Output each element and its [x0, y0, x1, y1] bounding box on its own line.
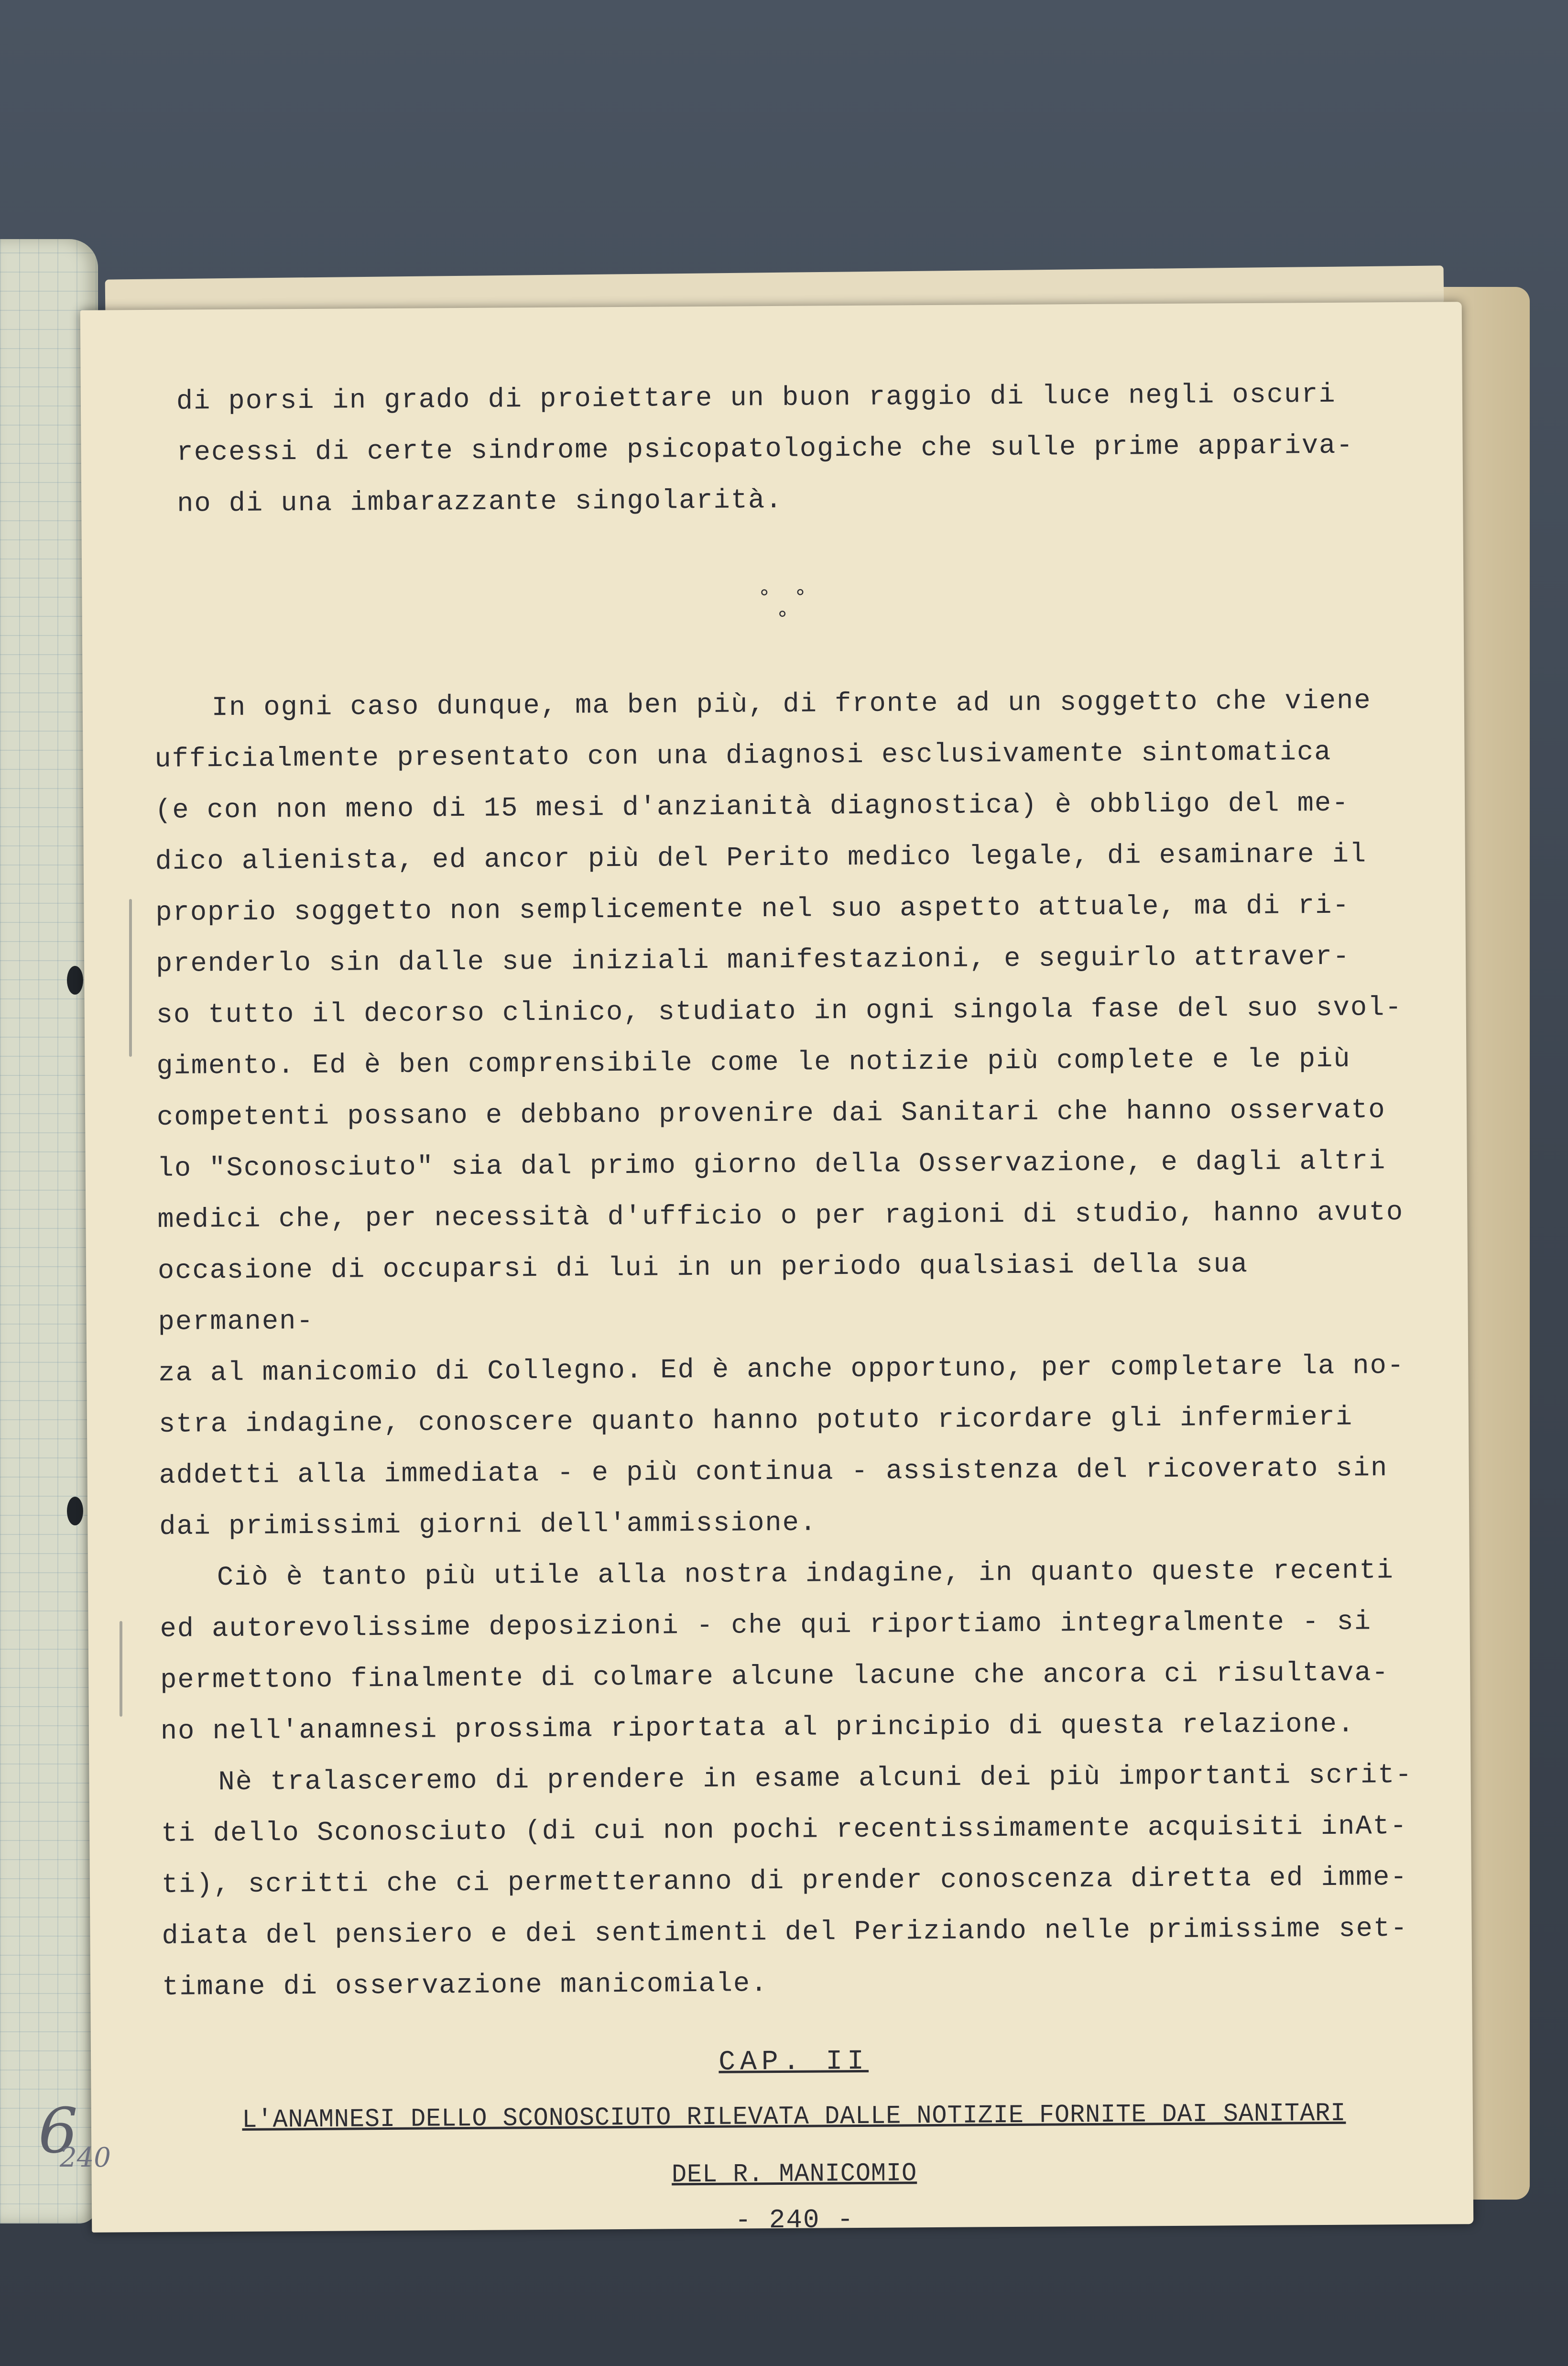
chapter-label: CAP. II — [719, 2046, 869, 2078]
chapter-title-line-1: L'ANAMNESI DELLO SCONOSCIUTO RILEVATA DALLE NOTIZIE FORNITE DAI SANITARI — [242, 2099, 1346, 2135]
chapter-title-line-2: DEL R. MANICOMIO — [671, 2159, 917, 2190]
punch-hole-top — [67, 966, 83, 995]
pencil-margin-mark — [129, 899, 132, 1057]
paragraph-1: In ogni caso dunque, ma ben più, di fronte ad un soggetto che viene ufficialmente presentato con una diagnosi esclusivamente sintomatica (e con non meno di 15 mesi d'anzianità diagnostica) è obbligo del me- dico alienista, ed ancor più del Perito medico legale, di esaminare il proprio soggetto non semplicemente nel suo aspetto attuale, ma di ri- prenderlo sin dalle sue iniziali manifestazioni, e seguirlo attraver- so tutto il decorso clinico, studiato in ogni singola fase del suo svol- gimento. Ed è ben comprensibile come le notizie più complete e le più competenti possano e debbano provenire dai Sanitari che hanno osservato lo "Sconosciuto" sia dal primo giorno della Osservazione, e dagli altri medici che, per necessità d'ufficio o per ragioni di studio, hanno avuto occasione di occuparsi di lui in un periodo qualsiasi della sua permanen- za al manicomio di Collegno. Ed è anche opportuno, per completare la no- stra indagine, conoscere quanto hanno potuto ricordare gli infermieri addetti alla immediata - e più continua - assistenza del ricoverato sin dai primissimi giorni dell'ammissione. — [154, 686, 1405, 1543]
pencil-margin-mark — [120, 1621, 122, 1717]
page-number: - 240 - — [735, 2204, 854, 2236]
section-separator — [153, 580, 1416, 631]
separator-top-dots: ° ° — [757, 585, 812, 611]
handwritten-page-note: 240 — [60, 2142, 111, 2173]
typed-page — [80, 302, 1474, 2236]
punch-hole-bottom — [67, 1497, 83, 1525]
paragraph-top: di porsi in grado di proiettare un buon raggio di luce negli oscuri recessi di certe sindrome psicopatologiche che sulle prime appariva- no di una imbarazzante singolarità. — [176, 379, 1354, 520]
paragraph-3: Nè tralasceremo di prendere in esame alcuni dei più importanti scrit- ti dello Sconosciuto (di cui non pochi recentissimamente acquisiti inAt- ti), scritti che ci permetteranno di prender conoscenza diretta ed imme- diata del pensiero e dei sentimenti del Periziando nelle primissime set- timane di osservazione manicomiale. — [161, 1760, 1413, 2003]
separator-bottom-dot: ° — [775, 607, 794, 632]
typed-text-block — [152, 369, 1426, 2243]
handwritten-number: 6 — [38, 2094, 78, 2167]
paragraph-2: Ciò è tanto più utile alla nostra indagine, in quanto queste recenti ed autorevolissime deposizioni - che qui riportiamo integralmente - si permettono finalmente di colmare alcune lacune che ancora ci risultava- no nell'anamnesi prossima riportata al principio di questa relazione. — [160, 1555, 1394, 1747]
